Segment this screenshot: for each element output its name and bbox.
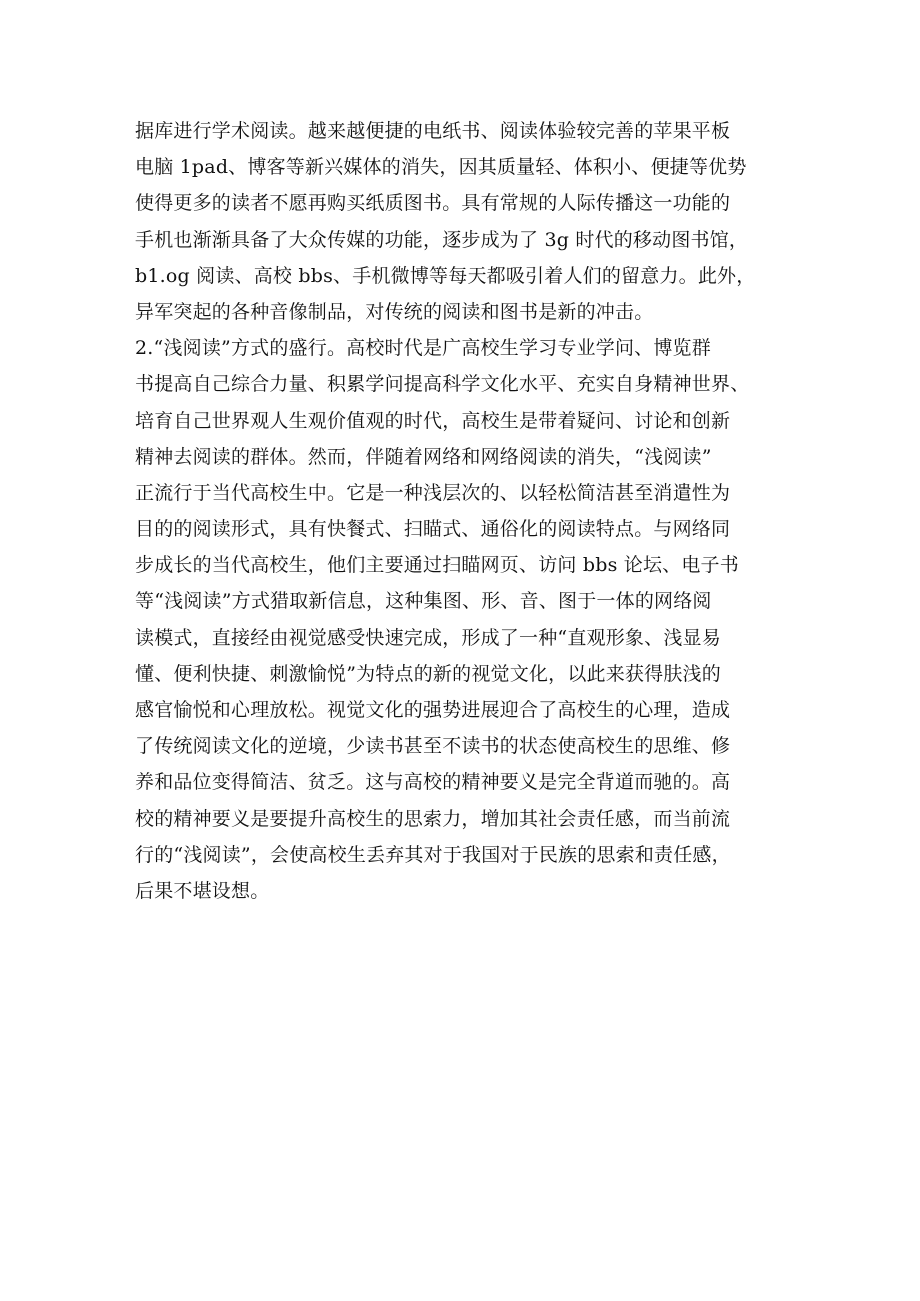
text-line: 目的的阅读形式，具有快餐式、扫瞄式、通俗化的阅读特点。与网络同 (135, 518, 731, 541)
text-line: 正流行于当代高校生中。它是一种浅层次的、以轻松简洁甚至消遣性为 (135, 481, 731, 504)
text-line: 使得更多的读者不愿再购买纸质图书。具有常规的人际传播这一功能的 (135, 192, 731, 215)
text-line: 后果不堪设想。 (135, 879, 270, 902)
text-line: 行的“浅阅读”，会使高校生丢弃其对于我国对于民族的思索和责任感， (135, 843, 731, 866)
text-line: 了传统阅读文化的逆境，少读书甚至不读书的状态使高校生的思维、修 (135, 735, 731, 758)
text-line: 异军突起的各种音像制品，对传统的阅读和图书是新的冲击。 (135, 300, 654, 323)
text-line: 读模式，直接经由视觉感受快速完成，形成了一种“直观形象、浅显易 (135, 626, 721, 649)
body-text (135, 113, 775, 909)
text-line: 精神去阅读的群体。然而，伴随着网络和网络阅读的消失，“浅阅读” (135, 445, 712, 468)
text-line: 培育自己世界观人生观价值观的时代，高校生是带着疑问、讨论和创新 (135, 409, 731, 432)
text-line: 感官愉悦和心理放松。视觉文化的强势进展迎合了高校生的心理，造成 (135, 699, 731, 721)
text-line: 步成长的当代高校生，他们主要通过扫瞄网页、访问 bbs 论坛、电子书 (135, 554, 739, 577)
text-line: 校的精神要义是要提升高校生的思索力，增加其社会责任感，而当前流 (135, 807, 731, 830)
text-line: 据库进行学术阅读。越来越便捷的电纸书、阅读体验较完善的苹果平板 (135, 120, 731, 142)
section-heading-line: 2.“浅阅读”方式的盛行。高校时代是广高校生学习专业学问、博览群 (135, 337, 711, 360)
text-line: 懂、便利快捷、刺激愉悦”为特点的新的视觉文化，以此来获得肤浅的 (135, 662, 721, 685)
text-line: 等“浅阅读”方式猎取新信息，这种集图、形、音、图于一体的网络阅 (135, 590, 712, 613)
text-line: 养和品位变得简洁、贫乏。这与高校的精神要义是完全背道而驰的。高 (135, 771, 731, 794)
text-line: 手机也渐渐具备了大众传媒的功能，逐步成为了 3g 时代的移动图书馆， (135, 228, 749, 251)
text-line: b1.og 阅读、高校 bbs、手机微博等每天都吸引着人们的留意力。此外， (135, 264, 756, 287)
text-line: 电脑 1pad、博客等新兴媒体的消失，因其质量轻、体积小、便捷等优势 (135, 156, 747, 179)
text-line: 书提高自己综合力量、积累学问提高科学文化水平、充实自身精神世界、 (135, 373, 750, 396)
